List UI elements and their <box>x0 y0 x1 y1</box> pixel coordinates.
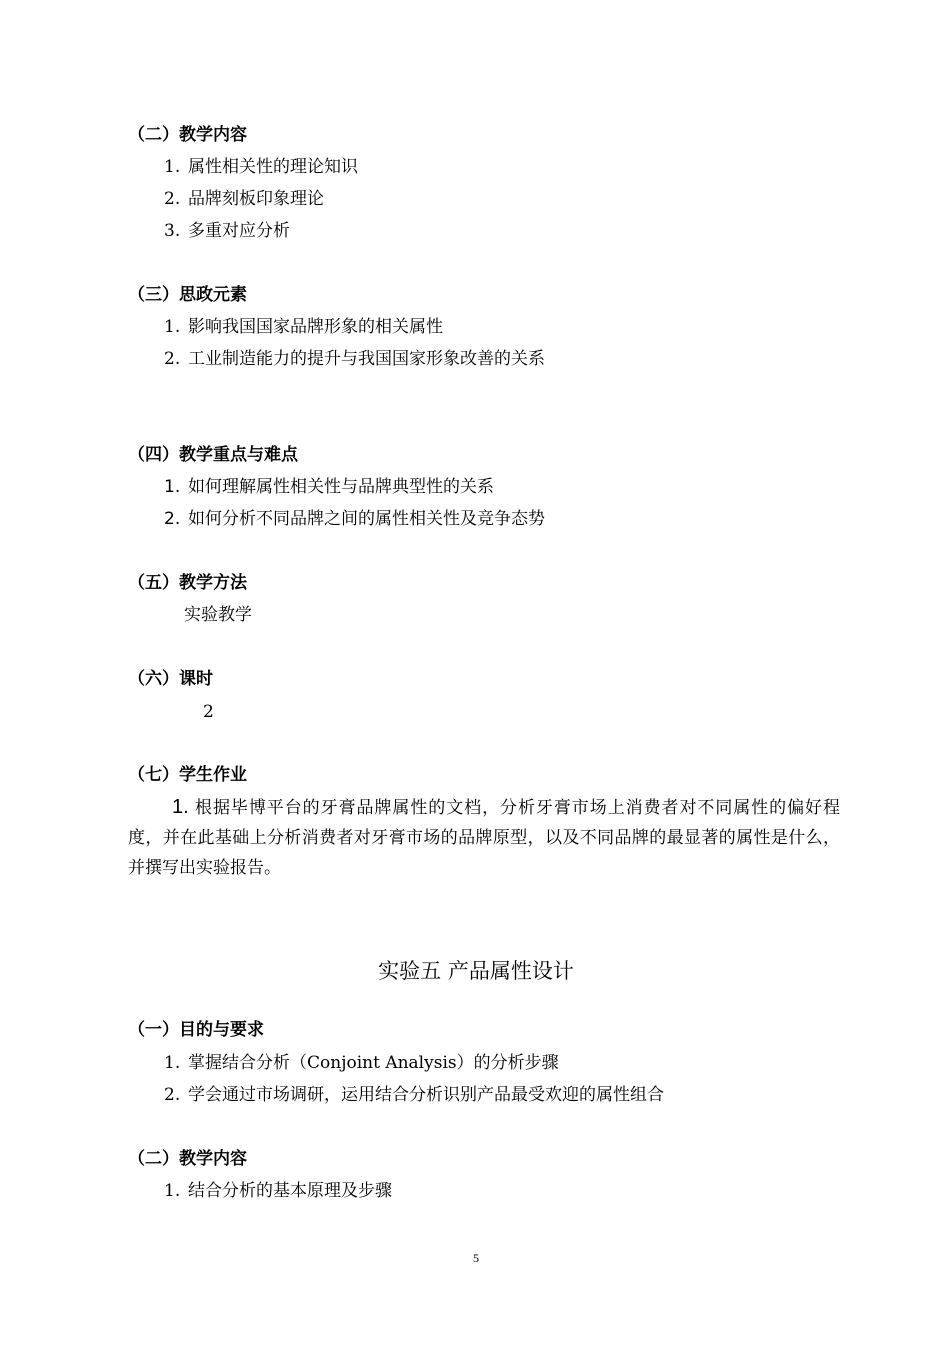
list-item-number: 1. <box>164 477 181 497</box>
list-item-text: 学会通过市场调研，运用结合分析识别产品最受欢迎的属性组合 <box>188 1085 664 1105</box>
list-item-number: 3. <box>164 221 181 241</box>
section-heading-homework: （七）学生作业 <box>128 765 247 785</box>
list-item <box>164 348 545 370</box>
list-item-number: 2. <box>164 1085 181 1105</box>
section-heading-objectives: （一）目的与要求 <box>128 1020 264 1040</box>
list-item <box>164 508 545 530</box>
list-item-number: 1. <box>164 1053 181 1073</box>
list-item-text: 工业制造能力的提升与我国国家形象改善的关系 <box>188 349 545 369</box>
section-body-text: 实验教学 <box>184 605 252 625</box>
list-item-text: 结合分析的基本原理及步骤 <box>188 1181 392 1201</box>
list-item <box>164 1052 559 1074</box>
section-heading-teaching-method: （五）教学方法 <box>128 573 247 593</box>
section-heading-class-hours: （六）课时 <box>128 669 213 689</box>
list-item-number: 2. <box>164 509 181 529</box>
list-item <box>164 188 324 210</box>
list-item-text: 属性相关性的理论知识 <box>188 157 358 177</box>
list-item <box>164 1084 664 1106</box>
class-hours-value: 2 <box>203 702 214 722</box>
list-item-number: 1. <box>164 317 181 337</box>
list-item-text: 如何分析不同品牌之间的属性相关性及竞争态势 <box>188 509 545 529</box>
experiment-title: 实验五 产品属性设计 <box>378 959 574 983</box>
list-item <box>164 220 290 242</box>
list-item-number: 2. <box>164 189 181 209</box>
section-heading-ideology: （三）思政元素 <box>128 285 247 305</box>
section-heading-teaching-content-2: （二）教学内容 <box>128 1149 247 1169</box>
page-number: 5 <box>473 1251 479 1265</box>
list-item-text: 多重对应分析 <box>188 221 290 241</box>
list-item-number: 1. <box>164 1181 181 1201</box>
list-item-text: 影响我国国家品牌形象的相关属性 <box>188 317 443 337</box>
list-item <box>164 156 358 178</box>
homework-number: 1. <box>172 796 189 818</box>
list-item-text: 掌握结合分析（Conjoint Analysis）的分析步骤 <box>188 1053 559 1073</box>
homework-paragraph <box>128 792 840 883</box>
list-item-number: 2. <box>164 349 181 369</box>
list-item-number: 1. <box>164 157 181 177</box>
list-item-text: 如何理解属性相关性与品牌典型性的关系 <box>188 477 494 497</box>
list-item <box>164 316 443 338</box>
list-item <box>164 476 494 498</box>
list-item-text: 品牌刻板印象理论 <box>188 189 324 209</box>
list-item <box>164 1180 392 1202</box>
section-heading-key-points: （四）教学重点与难点 <box>128 445 298 465</box>
homework-text: 根据毕博平台的牙膏品牌属性的文档，分析牙膏市场上消费者对不同属性的偏好程度，并在此基础上分析消费者对牙膏市场的品牌原型，以及不同品牌的最显著的属性是什么，并撰写出实验报告。 <box>128 798 840 878</box>
section-heading-teaching-content: （二）教学内容 <box>128 125 247 145</box>
